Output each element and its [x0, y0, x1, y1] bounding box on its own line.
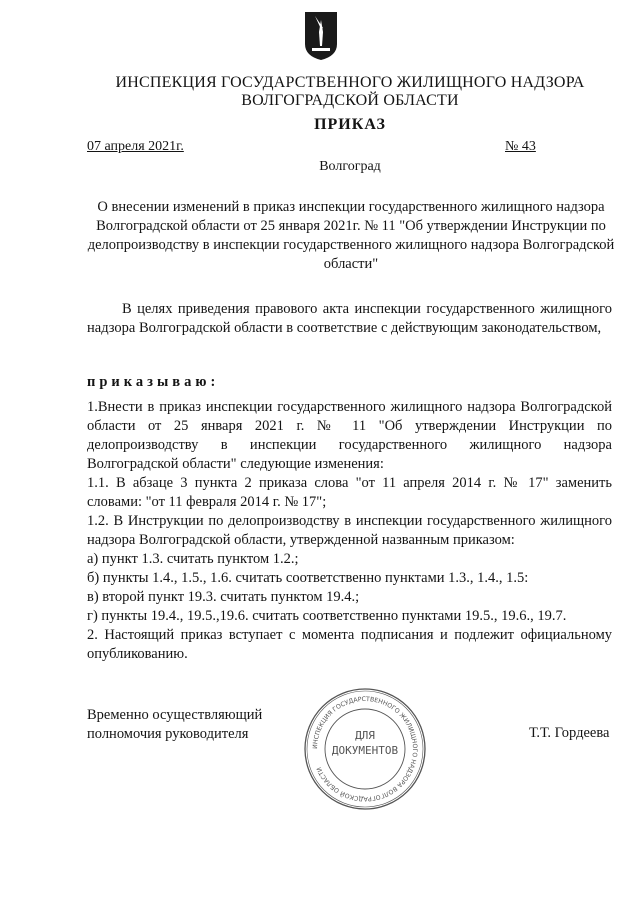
document-title: ПРИКАЗ — [314, 116, 386, 133]
order-items — [87, 398, 612, 664]
order-item: б) пункты 1.4., 1.5., 1.6. считать соответственно пунктами 1.3., 1.4., 1.5: — [87, 570, 529, 586]
signatory-position-line2: полномочия руководителя — [87, 726, 249, 742]
order-heading: приказываю: — [87, 374, 220, 390]
preamble-paragraph: В целях приведения правового акта инспекции государственного жилищного надзора Волгоградской области в соответствие с действующим законодательством, — [87, 301, 612, 336]
seal-center-line2: ДОКУМЕНТОВ — [331, 744, 399, 757]
order-item: а) пункт 1.3. считать пунктом 1.2.; — [87, 551, 299, 567]
signatory-position — [87, 706, 262, 744]
order-item: 2. Настоящий приказ вступает с момента подписания и подлежит официальному опубликованию. — [87, 627, 612, 662]
document-number: № 43 — [505, 139, 536, 154]
document-subject: О внесении изменений в приказ инспекции государственного жилищного надзора Волгоградской области от 25 января 2021г. № 11 "Об утверждении Инструкции по делопроизводству в инспекции государственного жилищного надзора Волгоградской области" — [87, 199, 615, 272]
organization-name-line1: ИНСПЕКЦИЯ ГОСУДАРСТВЕННОГО ЖИЛИЩНОГО НАДЗОРА — [115, 74, 585, 91]
document-date: 07 апреля 2021г. — [87, 139, 184, 154]
signatory-position-line1: Временно осуществляющий — [87, 707, 263, 723]
seal-center-line1: ДЛЯ — [355, 729, 375, 742]
order-item: 1.1. В абзаце 3 пункта 2 приказа слова "от 11 апреля 2014 г. № 17" заменить словами: "от 11 февраля 2014 г. № 17"; — [87, 475, 612, 510]
official-seal — [302, 686, 428, 812]
document-city: Волгоград — [319, 159, 381, 174]
order-item: 1.Внести в приказ инспекции государственного жилищного надзора Волгоградской области от 25 января 2021 г. № 11 "Об утверждении Инструкции по делопроизводству в инспекции государственного жилищного надзора Волгоградской области" следующие изменения: — [87, 399, 612, 472]
seal-ring-text: ИНСПЕКЦИЯ ГОСУДАРСТВЕННОГО ЖИЛИЩНОГО НАДЗОРА ВОЛГОГРАДСКОЙ ОБЛАСТИ — [311, 695, 419, 803]
order-item: 1.2. В Инструкции по делопроизводству в инспекции государственного жилищного надзора Волгоградской области, утвержденной названным приказом: — [87, 513, 612, 548]
coat-of-arms-emblem — [303, 10, 339, 62]
seal-center-text — [302, 728, 428, 758]
organization-name-line2: ВОЛГОГРАДСКОЙ ОБЛАСТИ — [241, 92, 459, 109]
signatory-name: Т.Т. Гордеева — [529, 725, 610, 741]
order-item: г) пункты 19.4., 19.5.,19.6. считать соответственно пунктами 19.5., 19.6., 19.7. — [87, 608, 567, 624]
order-item: в) второй пункт 19.3. считать пунктом 19.4.; — [87, 589, 360, 605]
